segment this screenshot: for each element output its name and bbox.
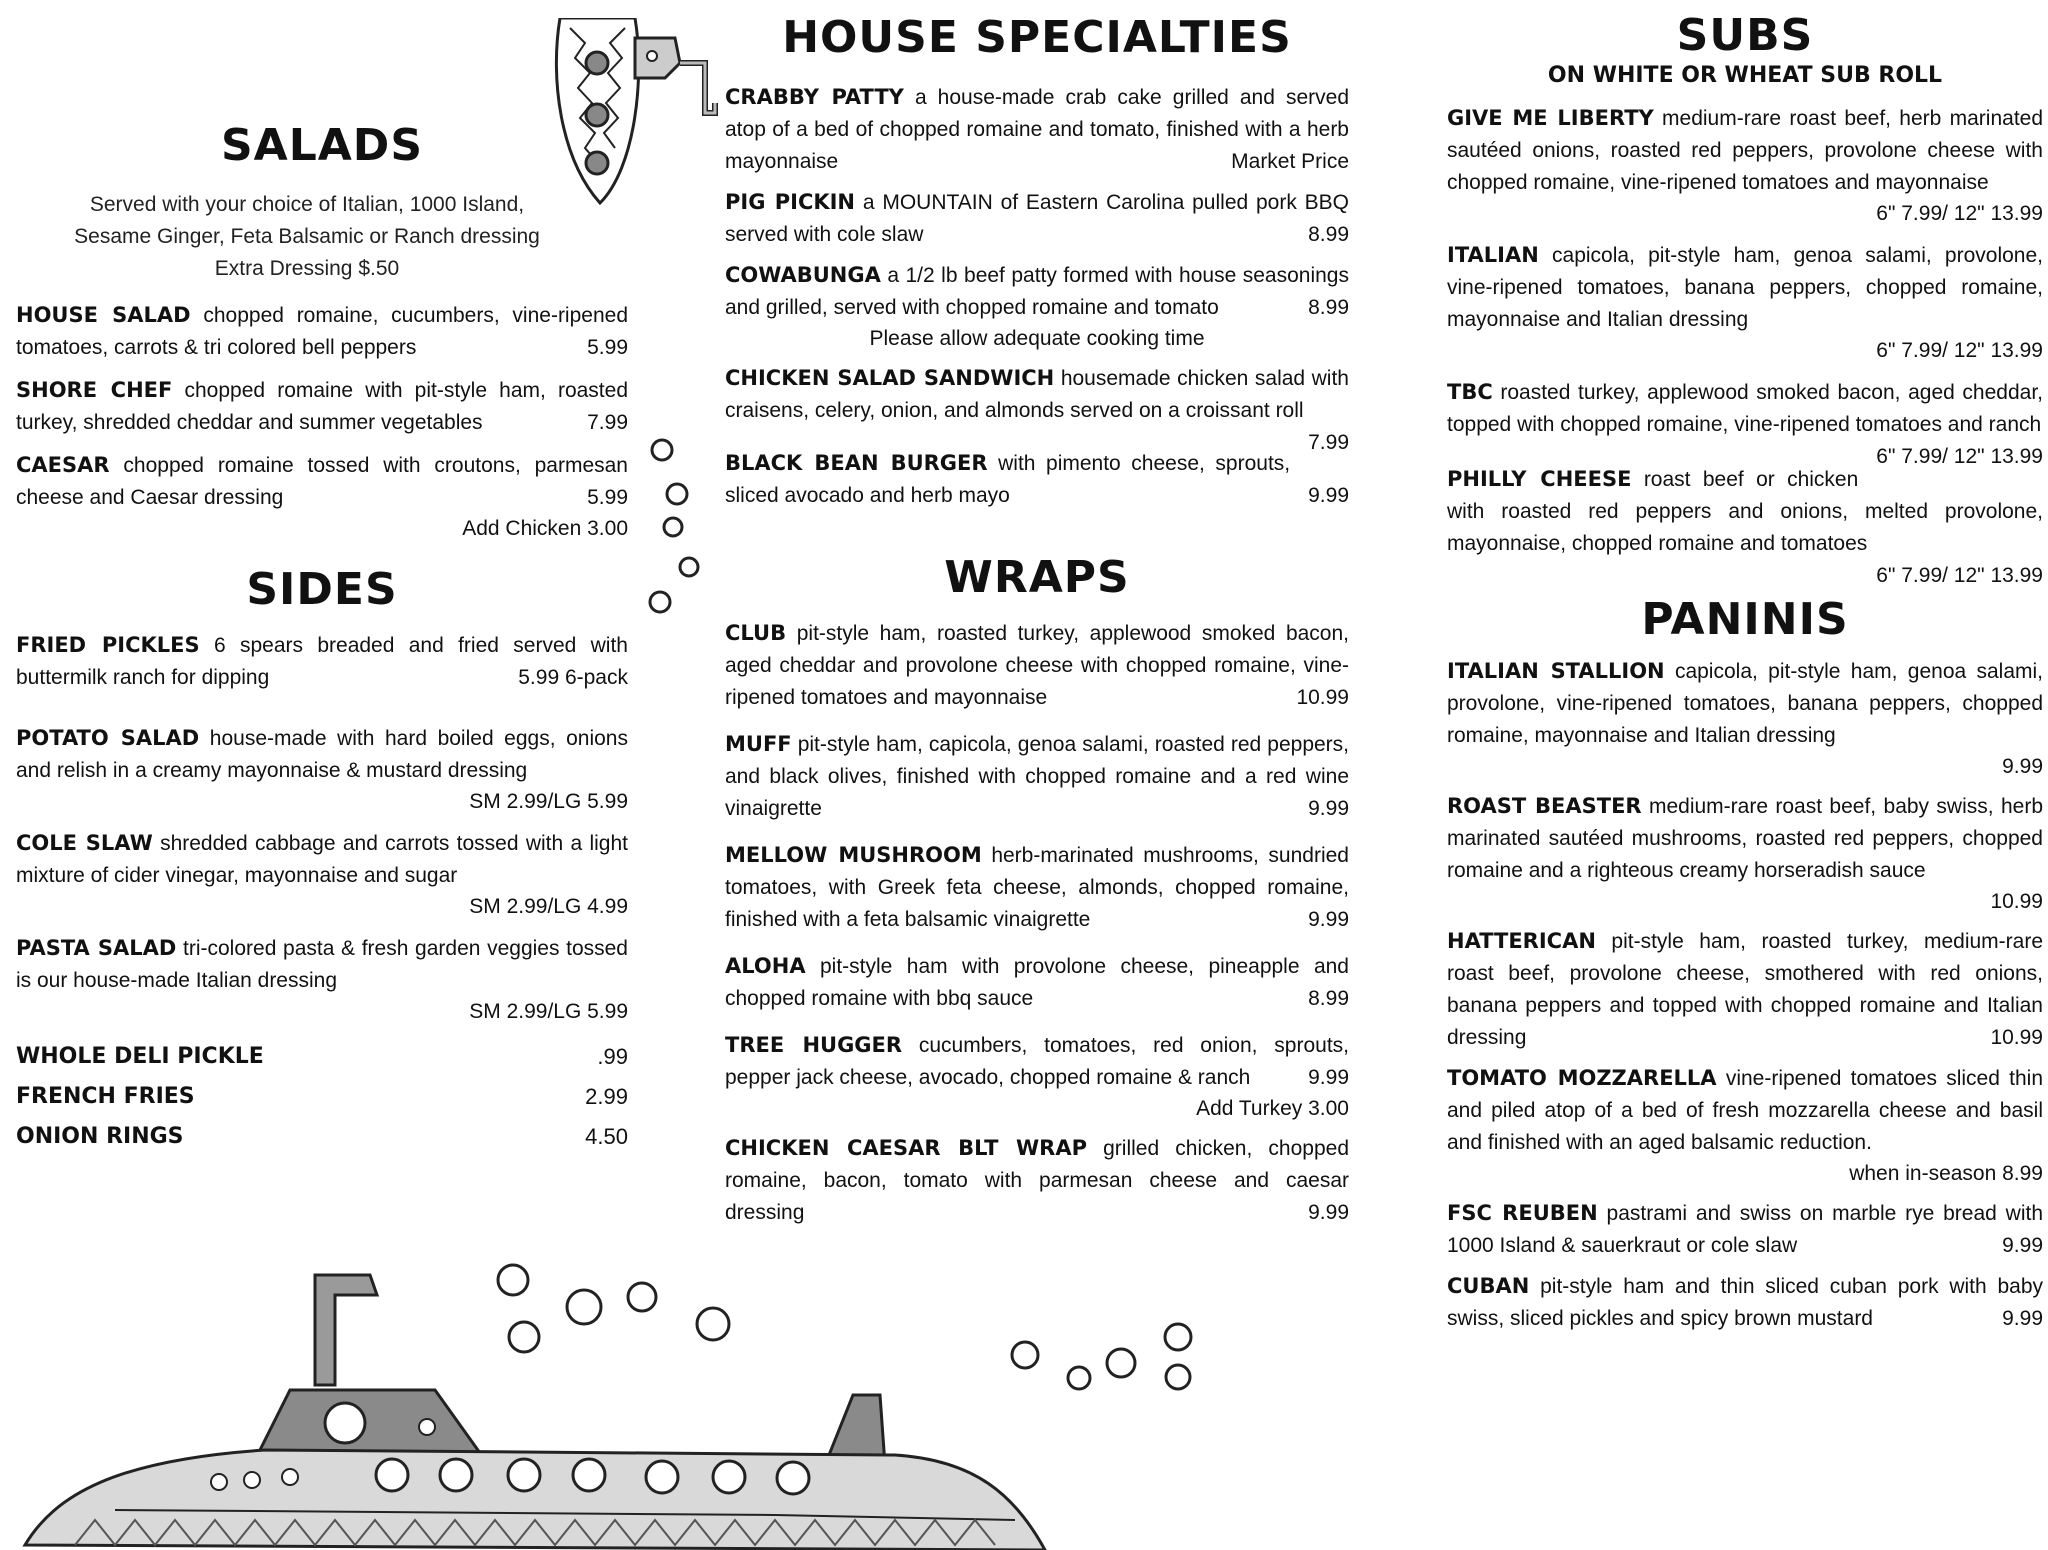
- item-price: 9.99: [2002, 755, 2043, 778]
- menu-item-pasta-salad: [16, 932, 628, 1027]
- menu-item-italian: [1447, 239, 2043, 366]
- subs-subtitle: ON WHITE OR WHEAT SUB ROLL: [1547, 63, 1943, 88]
- salads-note-line-3: Extra Dressing $.50: [214, 257, 400, 280]
- item-desc: roast beef or chicken with roasted red peppers and onions, melted provolone, mayonnaise, chopped romaine and tomatoes: [1447, 468, 2043, 555]
- item-price: .99: [597, 1044, 628, 1069]
- item-desc: a 1/2 lb beef patty formed with house seasonings and grilled, served with chopped romaine and tomato: [725, 264, 1349, 319]
- item-desc: with pimento cheese, sprouts, sliced avocado and herb mayo: [725, 452, 1291, 507]
- item-desc: chopped romaine, cucumbers, vine-ripened tomatoes, carrots & tri colored bell peppers: [16, 304, 628, 359]
- item-desc: pit-style ham, roasted turkey, applewood smoked bacon, aged cheddar and provolone cheese with chopped romaine, vine-ripened tomatoes and mayonnaise: [725, 622, 1350, 709]
- item-price: 6" 7.99/ 12" 13.99: [1876, 564, 2043, 587]
- item-desc: pit-style ham and thin sliced cuban pork with baby swiss, sliced pickles and spicy brown mustard: [1447, 1275, 2043, 1330]
- menu-item-tbc: [1447, 376, 2043, 468]
- item-price: 6" 7.99/ 12" 13.99: [1876, 202, 2043, 225]
- item-price: 6" 7.99/ 12" 13.99: [1876, 339, 2043, 362]
- item-desc: tri-colored pasta & fresh garden veggies tossed is our house-made Italian dressing: [16, 937, 628, 992]
- menu-item-tomato-mozzarella: [1447, 1062, 2043, 1189]
- item-desc: 6 spears breaded and fried served with buttermilk ranch for dipping: [16, 634, 628, 689]
- house-specialties-section: [725, 12, 1349, 512]
- menu-item-potato-salad: [16, 722, 628, 817]
- item-desc: house-made with hard boiled eggs, onions and relish in a creamy mayonnaise & mustard dressing: [16, 727, 628, 782]
- item-name: TOMATO MOZZARELLA: [1447, 1066, 1717, 1090]
- subs-section: [1447, 10, 2044, 587]
- item-price: 5.99 6-pack: [518, 666, 628, 689]
- menu-item-club: [725, 617, 1349, 714]
- item-price: SM 2.99/LG 5.99: [469, 1000, 628, 1023]
- item-name: CLUB: [725, 621, 787, 645]
- item-name: FRENCH FRIES: [16, 1084, 195, 1109]
- menu-item-chicken-salad-sandwich: [725, 362, 1349, 454]
- item-name: COLE SLAW: [16, 831, 153, 855]
- wraps-title: WRAPS: [944, 552, 1130, 603]
- item-name: PHILLY CHEESE: [1447, 467, 1632, 491]
- submarine-icon: [15, 1255, 1195, 1550]
- item-desc: chopped romaine tossed with croutons, parmesan cheese and Caesar dressing: [16, 454, 628, 509]
- item-name: ONION RINGS: [16, 1124, 184, 1149]
- menu-item-cole-slaw: [16, 827, 628, 922]
- bubbles-icon: [640, 430, 720, 630]
- item-name: ITALIAN STALLION: [1447, 659, 1665, 683]
- item-price: 10.99: [1990, 890, 2043, 913]
- item-name: MELLOW MUSHROOM: [725, 843, 982, 867]
- item-price: when in-season 8.99: [1849, 1162, 2043, 1185]
- item-desc: a MOUNTAIN of Eastern Carolina pulled pork BBQ served with cole slaw: [725, 191, 1350, 246]
- menu-item-house-salad: [16, 299, 628, 364]
- menu-item-muff: [725, 728, 1349, 825]
- item-desc: housemade chicken salad with craisens, celery, onion, and almonds served on a croissant roll: [725, 367, 1349, 422]
- item-name: TREE HUGGER: [725, 1033, 903, 1057]
- item-desc: pastrami and swiss on marble rye bread with 1000 Island & sauerkraut or cole slaw: [1447, 1202, 2044, 1257]
- menu-item-pig-pickin: [725, 186, 1349, 251]
- salads-section: [16, 120, 628, 544]
- item-price: 9.99: [2002, 1307, 2043, 1330]
- item-name: HATTERICAN: [1447, 929, 1596, 953]
- item-desc: vine-ripened tomatoes sliced thin and piled atop of a bed of fresh mozzarella cheese and basil and finished with an aged balsamic reduction.: [1447, 1067, 2043, 1154]
- item-desc: chopped romaine with pit-style ham, roasted turkey, shredded cheddar and summer vegetables: [16, 379, 629, 434]
- menu-item-hattercan: [1447, 925, 2043, 1054]
- middle-column: [725, 0, 1349, 1229]
- item-price: 9.99: [1308, 797, 1349, 820]
- item-desc: capicola, pit-style ham, genoa salami, provolone, vine-ripened tomatoes, banana peppers, chopped romaine, mayonnaise and Italian dressing: [1447, 660, 2043, 747]
- item-desc: capicola, pit-style ham, genoa salami, provolone, vine-ripened tomatoes, banana peppers, chopped romaine, mayonnaise and Italian dressing: [1447, 244, 2043, 331]
- menu-item-whole-deli-pickle: [16, 1037, 628, 1077]
- item-name: TBC: [1447, 380, 1493, 404]
- menu-item-tree-hugger: [725, 1029, 1349, 1124]
- item-price: SM 2.99/LG 5.99: [469, 790, 628, 813]
- menu-item-crabby-patty: [725, 81, 1349, 178]
- item-name: FRIED PICKLES: [16, 633, 200, 657]
- item-name: HOUSE SALAD: [16, 303, 191, 327]
- house-specialties-title: HOUSE SPECIALTIES: [782, 12, 1292, 63]
- item-price: Market Price: [1231, 150, 1349, 173]
- item-desc: pit-style ham, roasted turkey, medium-rare roast beef, provolone cheese, smothered with red onions, banana peppers and topped with chopped romaine and Italian dressing: [1447, 930, 2043, 1049]
- item-desc: a house-made crab cake grilled and served atop of a bed of chopped romaine and tomato, finished with a herb mayonnaise: [725, 86, 1350, 173]
- item-price: 2.99: [585, 1084, 628, 1109]
- item-name: CAESAR: [16, 453, 110, 477]
- item-desc: grilled chicken, chopped romaine, bacon, tomato with parmesan cheese and caesar dressing: [725, 1137, 1349, 1224]
- item-price: 4.50: [585, 1124, 628, 1149]
- item-desc: pit-style ham, capicola, genoa salami, roasted red peppers, and black olives, finished with chopped romaine and a red wine vinaigrette: [725, 733, 1350, 820]
- menu-item-black-bean-burger: [725, 447, 1349, 512]
- item-price: 7.99: [587, 411, 628, 434]
- item-desc: medium-rare roast beef, herb marinated sautéed onions, roasted red peppers, provolone cheese with chopped romaine, vine-ripened tomatoes and mayonnaise: [1447, 107, 2044, 194]
- menu-item-fsc-reuben: [1447, 1197, 2043, 1262]
- paninis-title: PANINIS: [1641, 594, 1849, 645]
- item-name: CHICKEN SALAD SANDWICH: [725, 366, 1055, 390]
- right-column: [1447, 0, 2043, 1335]
- item-name: BLACK BEAN BURGER: [725, 451, 988, 475]
- item-price: 5.99: [587, 336, 628, 359]
- menu-item-italian-stallion: [1447, 655, 2043, 782]
- item-name: GIVE ME LIBERTY: [1447, 106, 1654, 130]
- menu-item-cuban: [1447, 1270, 2043, 1335]
- item-desc: shredded cabbage and carrots tossed with a light mixture of cider vinegar, mayonnaise and sugar: [16, 832, 629, 887]
- item-price: 5.99: [587, 486, 628, 509]
- item-desc: roasted turkey, applewood smoked bacon, aged cheddar, topped with chopped romaine, vine-ripened tomatoes and ranch: [1447, 381, 2043, 436]
- sides-section: [16, 564, 628, 1157]
- wraps-section: [725, 552, 1349, 1229]
- salads-dressing-note: [16, 189, 628, 285]
- menu-item-chicken-caesar-blt-wrap: [725, 1132, 1349, 1229]
- item-price: 7.99: [1308, 431, 1349, 454]
- menu-item-philly-cheese: [1447, 463, 2043, 587]
- item-name: CRABBY PATTY: [725, 85, 904, 109]
- cooking-time-note: Please allow adequate cooking time: [869, 327, 1205, 350]
- menu-item-roast-beaster: [1447, 790, 2043, 917]
- menu-item-give-me-liberty: [1447, 102, 2043, 229]
- item-name: WHOLE DELI PICKLE: [16, 1044, 264, 1069]
- menu-item-mellow-mushroom: [725, 839, 1349, 936]
- subs-title: SUBS: [1676, 10, 1814, 61]
- menu-item-shore-chef: [16, 374, 628, 439]
- left-column: [16, 0, 628, 1157]
- item-name: FSC REUBEN: [1447, 1201, 1598, 1225]
- item-desc: herb-marinated mushrooms, sundried tomatoes, with Greek feta cheese, almonds, chopped romaine, finished with a feta balsamic vinaigrette: [725, 844, 1349, 931]
- item-price: 9.99: [1308, 1201, 1349, 1224]
- item-price: 9.99: [1308, 1066, 1349, 1089]
- item-desc: pit-style ham with provolone cheese, pineapple and chopped romaine with bbq sauce: [725, 955, 1349, 1010]
- item-name: CHICKEN CAESAR BLT WRAP: [725, 1136, 1087, 1160]
- item-name: ALOHA: [725, 954, 806, 978]
- item-name: COWABUNGA: [725, 263, 881, 287]
- item-price: 9.99: [1308, 908, 1349, 931]
- item-name: POTATO SALAD: [16, 726, 200, 750]
- item-name: ITALIAN: [1447, 243, 1539, 267]
- item-desc: cucumbers, tomatoes, red onion, sprouts, pepper jack cheese, avocado, chopped romaine & ranch: [725, 1034, 1349, 1089]
- menu-item-aloha: [725, 950, 1349, 1015]
- item-name: ROAST BEASTER: [1447, 794, 1642, 818]
- item-price: 8.99: [1308, 987, 1349, 1010]
- item-name: PIG PICKIN: [725, 190, 856, 214]
- item-price: 6" 7.99/ 12" 13.99: [1876, 445, 2043, 468]
- paninis-section: [1447, 594, 2043, 1335]
- periscope-illustration-icon: [540, 18, 740, 208]
- item-price: SM 2.99/LG 4.99: [469, 895, 628, 918]
- item-desc: medium-rare roast beef, baby swiss, herb marinated sautéed mushrooms, roasted red peppers, chopped romaine and a righteous creamy horseradish sauce: [1447, 795, 2043, 882]
- item-price: 9.99: [1308, 484, 1349, 507]
- item-name: MUFF: [725, 732, 792, 756]
- menu-item-cowabunga: [725, 259, 1349, 354]
- tree-hugger-add-turkey: Add Turkey 3.00: [1196, 1097, 1349, 1120]
- item-name: CUBAN: [1447, 1274, 1530, 1298]
- menu-item-french-fries: [16, 1077, 628, 1117]
- menu-item-fried-pickles: [16, 629, 628, 694]
- salads-note-line-2: Sesame Ginger, Feta Balsamic or Ranch dressing: [74, 225, 540, 248]
- item-price: 10.99: [1296, 686, 1349, 709]
- menu-item-onion-rings: [16, 1117, 628, 1157]
- item-price: 8.99: [1308, 223, 1349, 246]
- sides-title: SIDES: [246, 564, 398, 615]
- item-price: 10.99: [1990, 1026, 2043, 1049]
- item-price: 9.99: [2002, 1234, 2043, 1257]
- item-name: PASTA SALAD: [16, 936, 177, 960]
- salads-note-line-1: Served with your choice of Italian, 1000 Island,: [89, 193, 525, 216]
- menu-item-caesar: [16, 449, 628, 514]
- salads-title: SALADS: [220, 120, 424, 171]
- item-price: 8.99: [1308, 296, 1349, 319]
- item-name: SHORE CHEF: [16, 378, 173, 402]
- caesar-add-chicken: Add Chicken 3.00: [462, 517, 628, 540]
